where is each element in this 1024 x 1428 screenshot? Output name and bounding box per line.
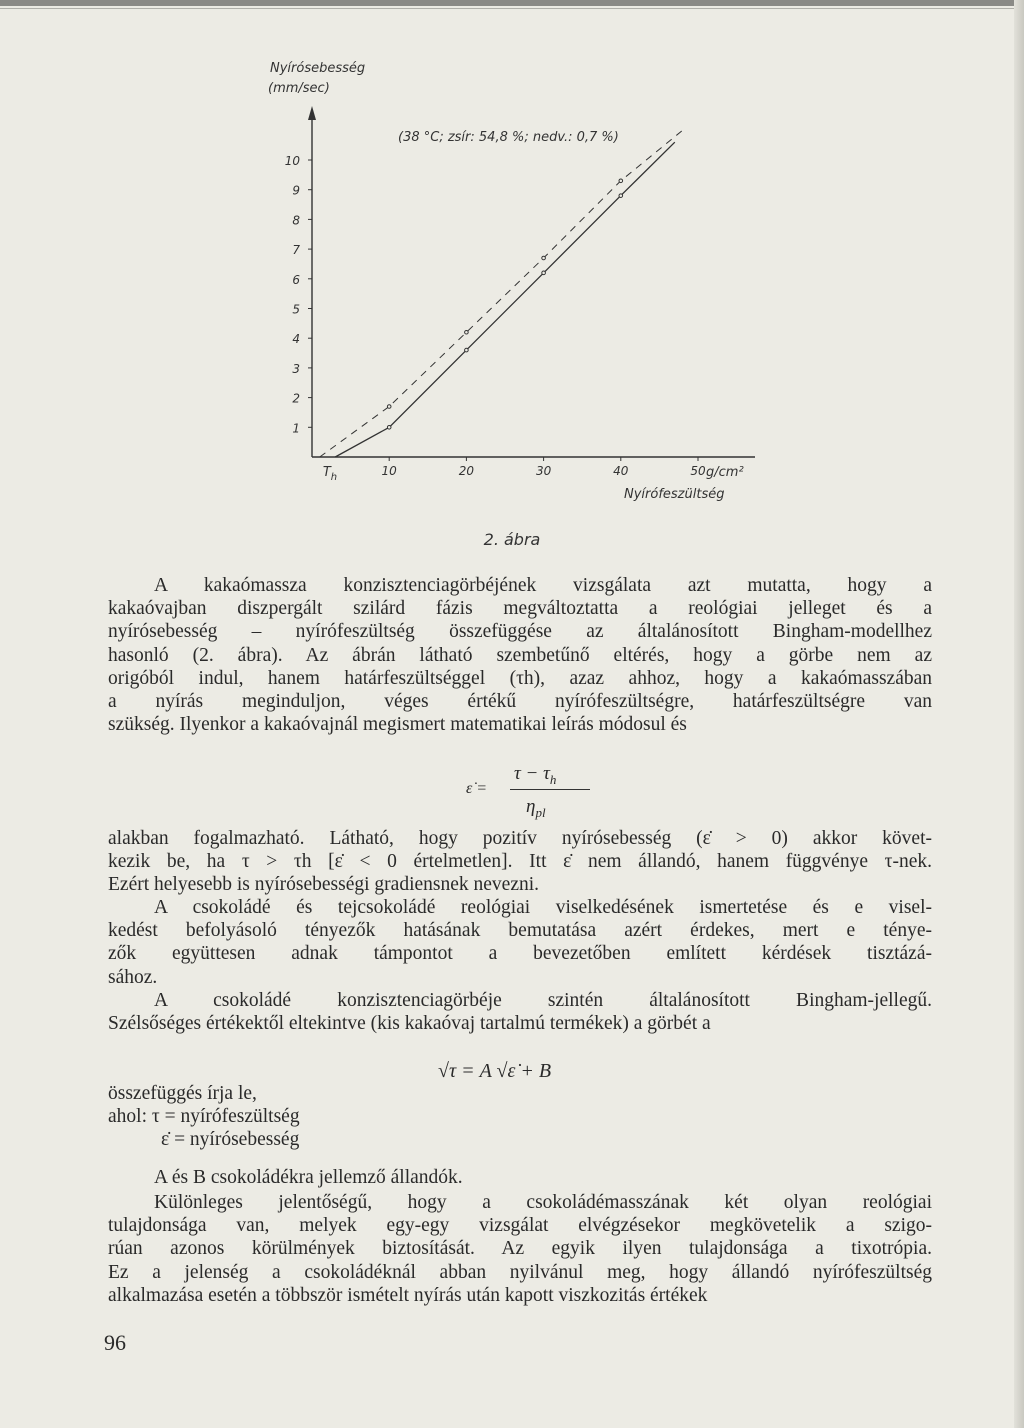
x-tick-label: 50 — [690, 464, 706, 478]
text-line: Szélsőséges értékektől eltekintve (kis kakaóvaj tartalmú termékek) a görbét a — [108, 1013, 711, 1035]
paragraph-1 — [108, 574, 932, 736]
text-line: rúan azonos körülmények biztosítását. Az egyik ilyen tulajdonsága a tixotrópia. — [108, 1238, 932, 1260]
y-tick-label: 1 — [292, 421, 300, 436]
chart-annotation: (38 °C; zsír: 54,8 %; nedv.: 0,7 %) — [398, 130, 619, 145]
yield-stress-subscript: h — [330, 472, 338, 483]
text-line: Ez a jelenség a csokoládéknál abban nyilvánul meg, hogy állandó nyírófeszültség — [108, 1261, 932, 1283]
definitions — [108, 1082, 300, 1151]
y-tick-label: 3 — [292, 361, 300, 376]
x-axis-unit: g/cm² — [706, 465, 744, 480]
paragraph-3 — [108, 896, 932, 989]
text-line: Ezért helyesebb is nyírósebességi gradiensnek nevezni. — [108, 874, 540, 896]
y-tick-label: 9 — [292, 183, 300, 198]
text-line: kakaóvajban diszpergált szilárd fázis megváltoztatta a reológiai jelleget és a — [108, 598, 932, 620]
formula-shear-rate — [466, 763, 606, 823]
data-point — [542, 256, 546, 260]
x-tick-label: 20 — [458, 464, 475, 478]
series-line-solid — [335, 142, 675, 457]
formula-lhs: ε̇ = — [466, 780, 488, 797]
text-line: szükség. Ilyenkor a kakaóvajnál megismert matematikai leírás módosul és — [108, 714, 687, 736]
y-axis-unit: (mm/sec) — [268, 81, 330, 96]
data-point — [465, 330, 469, 334]
data-point — [619, 179, 623, 183]
text-line: alkalmazása esetén a többször ismételt nyírás után kapott viszkozitás értékek — [108, 1284, 708, 1306]
text-line: nyírósebesség – nyírófeszültség összefüggése az általánosított Bingham-modellhez — [108, 621, 932, 643]
text-line: kedést befolyásoló tényezők hatásának bemutatása azért érdekes, mert e ténye- — [108, 920, 932, 942]
y-tick-label: 6 — [292, 272, 300, 287]
denominator-text: $\eta_{pl}$ — [526, 796, 546, 820]
text-line: A csokoládé konzisztenciagörbéje szintén általánosított Bingham-jellegű. — [154, 990, 932, 1011]
x-tick-label: 10 — [381, 464, 397, 478]
text-line: hasonló (2. ábra). Az ábrán látható szembetűnő eltérés, hogy a görbe nem az — [108, 644, 932, 666]
formula-numerator — [514, 763, 556, 788]
definitions-intro: összefüggés írja le, — [108, 1083, 257, 1104]
text-line: sához. — [108, 966, 158, 988]
text-line: alakban fogalmazható. Látható, hogy pozitív nyírósebesség (ε̇ > 0) akkor követ- — [108, 828, 932, 849]
data-point — [542, 271, 546, 275]
data-point — [619, 194, 623, 198]
x-axis-title: Nyírófeszültség — [624, 487, 725, 502]
formula-fraction-bar — [510, 789, 590, 790]
paragraph-6 — [108, 1191, 932, 1307]
chart-labels — [268, 61, 744, 502]
formula-bingham: √τ = A √ε̇ + B — [438, 1060, 552, 1082]
data-point — [465, 348, 469, 352]
series-line-dashed — [320, 130, 683, 457]
paragraph-5 — [108, 1166, 932, 1189]
text-line: A csokoládé és tejcsokoládé reológiai viselkedésének ismertetése és e visel- — [154, 897, 932, 918]
text-line: kezik be, ha τ > τh [ε̇ < 0 értelmetlen]. Itt ε̇ nem állandó, hanem függvénye τ-nek. — [108, 851, 932, 873]
text-line: tulajdonsága van, melyek egy-egy vizsgálat elvégzésekor megkövetelik a szigo- — [108, 1215, 932, 1237]
chart-marks — [320, 130, 683, 457]
y-tick-label: 2 — [292, 391, 300, 406]
data-point — [387, 405, 391, 409]
y-tick-label: 8 — [292, 213, 300, 228]
formula-denominator — [526, 796, 546, 821]
text-line: Különleges jelentőségű, hogy a csokoládémasszának két olyan reológiai — [154, 1192, 932, 1213]
text-line: origóból indul, hanem határfeszültséggel (τh), azaz ahhoz, hogy a kakaómasszában — [108, 667, 932, 689]
x-tick-label: 40 — [613, 464, 629, 478]
text-line: A kakaómassza konzisztenciagörbéjének vizsgálata azt mutatta, hogy a — [154, 575, 932, 596]
text-line: zők együttesen adnak támpontot a bevezetőben említett kérdések tisztázá- — [108, 943, 932, 965]
yield-stress-label: $T_h$ — [322, 465, 338, 483]
figure-caption: 2. ábra — [483, 530, 541, 549]
definition-epsilon: ε̇ = nyírósebesség — [161, 1129, 300, 1150]
shear-rate-chart — [0, 0, 1024, 520]
x-tick-label: 30 — [535, 464, 552, 478]
numerator-text: $\tau - \tau_h$ — [514, 763, 557, 787]
chart-axes — [308, 106, 755, 461]
paragraph-2 — [108, 827, 932, 897]
y-tick-label: 4 — [292, 332, 300, 347]
page-number: 96 — [104, 1330, 126, 1355]
data-point — [387, 426, 391, 430]
text-line: a nyírás meginduljon, véges értékű nyírófeszültségre, határfeszültségre van — [108, 691, 932, 713]
y-axis-arrow — [308, 106, 316, 120]
y-tick-label: 10 — [284, 154, 300, 168]
paragraph-4 — [108, 989, 932, 1035]
y-axis-title: Nyírósebesség — [270, 61, 366, 76]
text-line: A és B csokoládékra jellemző állandók. — [154, 1167, 463, 1188]
y-tick-label: 5 — [292, 302, 300, 317]
definition-tau: ahol: τ = nyírófeszültség — [108, 1106, 300, 1127]
y-tick-label: 7 — [292, 243, 300, 258]
